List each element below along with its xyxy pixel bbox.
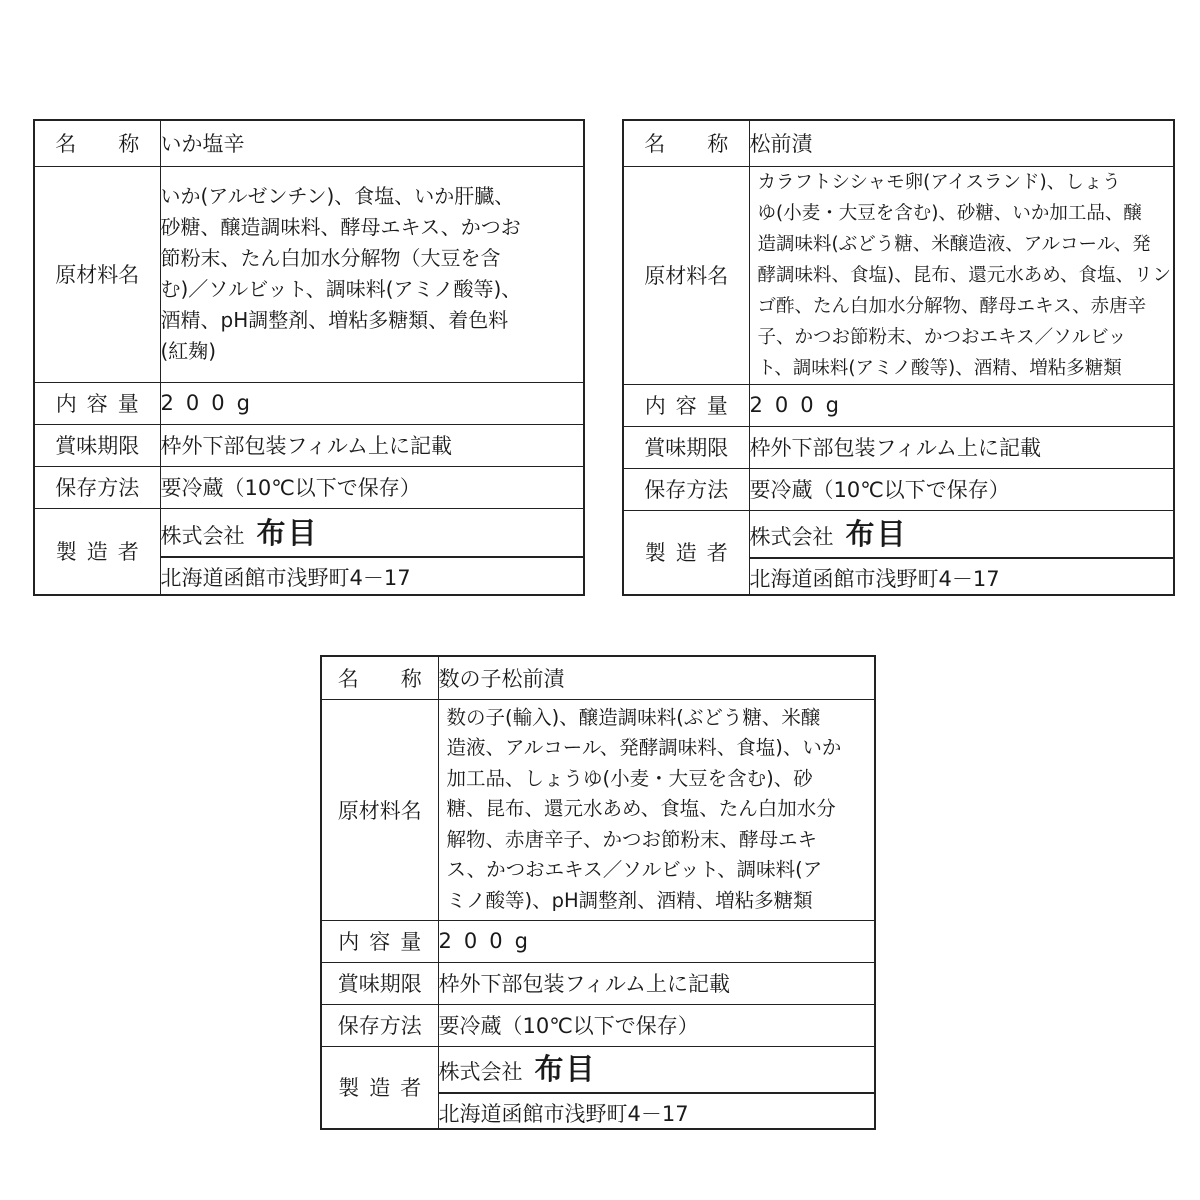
company-name [161,511,584,558]
expiry-value: 枠外下部包装フィルム上に記載 [160,424,584,466]
ingredients-line: ゴ酢、たん白加水分解物、酵母エキス、赤唐辛 [757,295,1147,317]
maker-cell [749,510,1174,595]
header-maker: 製造者 [321,1046,438,1129]
ingredients-line: 砂糖、醸造調味料、酵母エキス、かつお [160,215,521,239]
ingredients-line: 酵調味料、食塩)、昆布、還元水あめ、食塩、リン [757,264,1171,286]
header-ingredients: 原材料名 [34,166,160,382]
ingredients-line: 造調味料(ぶどう糖、米醸造液、アルコール、発 [757,233,1151,255]
header-maker: 製造者 [623,510,749,595]
ingredients-line: 数の子(輸入)、醸造調味料(ぶどう糖、米醸 [446,705,821,729]
company-name [439,1047,875,1094]
company-brand: 布目 [256,515,319,550]
header-volume: 内容量 [321,920,438,962]
company-brand: 布目 [845,516,908,551]
volume-value: 200g [160,382,584,424]
row-maker [321,1046,875,1129]
expiry-value: 枠外下部包装フィルム上に記載 [749,426,1174,468]
header-ingredients: 原材料名 [321,699,438,920]
company-prefix: 株式会社 [749,524,834,549]
storage-value: 要冷蔵（10℃以下で保存） [438,1004,875,1046]
volume-value: 200g [749,384,1174,426]
ingredients-line: 加工品、しょうゆ(小麦・大豆を含む)、砂 [446,766,813,790]
company-prefix: 株式会社 [160,523,245,548]
storage-value: 要冷蔵（10℃以下で保存） [749,468,1174,510]
header-expiry: 賞味期限 [34,424,160,466]
maker-cell [438,1046,875,1129]
ingredients-line: ス、かつおエキス／ソルビット、調味料(ア [446,858,823,882]
ingredients-line: 節粉末、たん白加水分解物（大豆を含 [160,246,501,270]
company-name [750,512,1174,559]
ingredients-line: ト、調味料(アミノ酸等)、酒精、増粘多糖類 [757,357,1122,379]
row-volume [623,384,1174,426]
row-expiry [623,426,1174,468]
company-prefix: 株式会社 [438,1059,523,1084]
row-expiry [34,424,584,466]
row-expiry [321,962,875,1004]
row-name [623,120,1174,166]
ingredients-line: (紅麹) [160,339,217,363]
row-volume [321,920,875,962]
product-name: 数の子松前漬 [438,656,875,699]
header-expiry: 賞味期限 [623,426,749,468]
row-storage [623,468,1174,510]
ingredients-line: 糖、昆布、還元水あめ、食塩、たん白加水分 [446,797,836,821]
header-maker: 製造者 [34,508,160,595]
ingredients-line: ゆ(小麦・大豆を含む)、砂糖、いか加工品、醸 [757,202,1142,224]
header-name: 名 称 [623,120,749,166]
ingredients-line: いか(アルゼンチン)、食塩、いか肝臓、 [160,184,515,208]
header-storage: 保存方法 [34,466,160,508]
ingredients-line: 解物、赤唐辛子、かつお節粉末、酵母エキ [446,827,818,851]
row-storage [321,1004,875,1046]
row-ingredients [34,166,584,382]
label-table-ika-shiokara [33,119,585,596]
ingredients-cell [749,166,1174,384]
company-address: 北海道函館市浅野町4－17 [160,565,411,590]
company-address: 北海道函館市浅野町4－17 [438,1101,689,1126]
ingredients-line: カラフトシシャモ卵(アイスランド)、しょう [757,171,1121,193]
header-ingredients: 原材料名 [623,166,749,384]
row-name [321,656,875,699]
header-expiry: 賞味期限 [321,962,438,1004]
row-maker [623,510,1174,595]
ingredients-line: 造液、アルコール、発酵調味料、食塩)、いか [446,736,842,760]
product-name: いか塩辛 [160,120,584,166]
header-volume: 内容量 [34,382,160,424]
row-maker [34,508,584,595]
header-storage: 保存方法 [623,468,749,510]
company-brand: 布目 [534,1051,597,1086]
expiry-value: 枠外下部包装フィルム上に記載 [438,962,875,1004]
header-name: 名 称 [321,656,438,699]
row-ingredients [321,699,875,920]
ingredients-line: 酒精、pH調整剤、増粘多糖類、着色料 [160,308,509,332]
maker-cell [160,508,584,595]
header-storage: 保存方法 [321,1004,438,1046]
label-table-matsumaezuke [622,119,1175,596]
company-address: 北海道函館市浅野町4－17 [749,566,1000,591]
row-storage [34,466,584,508]
ingredients-line: 子、かつお節粉末、かつおエキス／ソルビッ [757,326,1127,348]
row-volume [34,382,584,424]
row-ingredients [623,166,1174,384]
storage-value: 要冷蔵（10℃以下で保存） [160,466,584,508]
ingredients-line: ミノ酸等)、pH調整剤、酒精、増粘多糖類 [446,888,813,912]
ingredients-line: む)／ソルビット、調味料(アミノ酸等)、 [160,277,522,301]
row-name [34,120,584,166]
header-volume: 内容量 [623,384,749,426]
ingredients-cell [438,699,875,920]
volume-value: 200g [438,920,875,962]
product-name: 松前漬 [749,120,1174,166]
header-name: 名 称 [34,120,160,166]
ingredients-cell [160,166,584,382]
label-table-kazunoko-matsumaezuke [320,655,876,1130]
